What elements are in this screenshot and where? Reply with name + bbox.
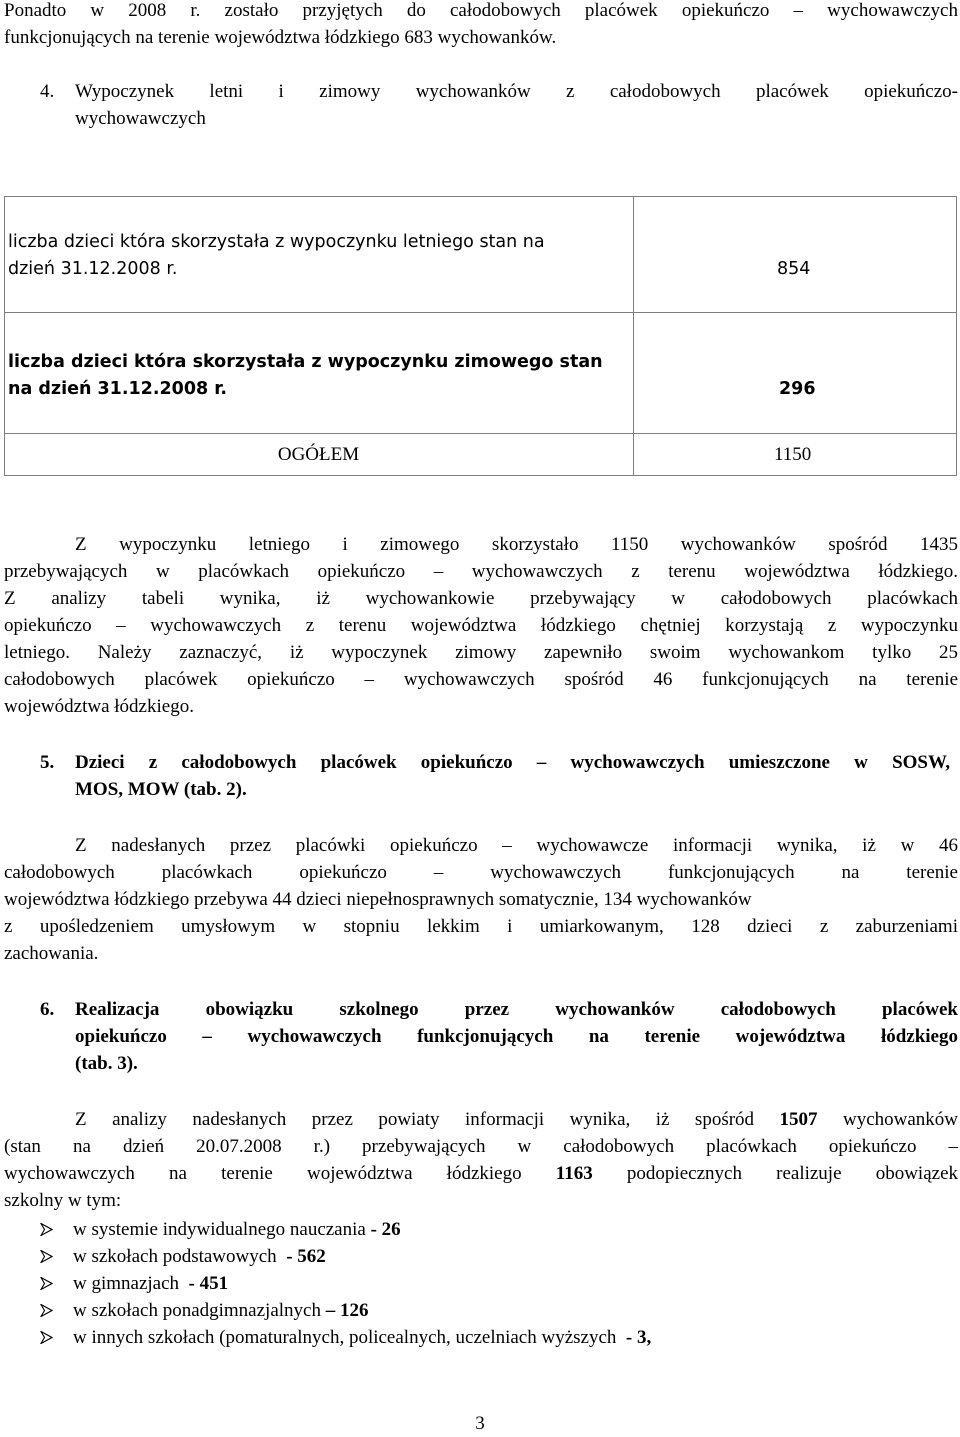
arrow-bullet-icon	[40, 1277, 53, 1290]
para-1-line: całodobowych placówek opiekuńczo – wychowawczych spośród 46 funkcjonujących na terenie	[4, 669, 958, 690]
para-1-line: Z analizy tabeli wynika, iż wychowankowie przebywający w całodobowych placówkach	[4, 588, 958, 609]
para-1-line: letniego. Należy zaznaczyć, iż wypoczynek zimowy zapewniło swoim wychowankom tylko 25	[4, 642, 958, 663]
section-4-number: 4.	[40, 81, 55, 102]
table-border-right	[956, 196, 957, 476]
section-4-title-line-2: wychowawczych	[75, 108, 206, 129]
table-row-divider	[4, 433, 957, 434]
section-5-title-line-2: MOS, MOW (tab. 2).	[75, 779, 247, 800]
table-total-label: OGÓŁEM	[277, 444, 360, 465]
section-6-title-line-1: Realizacja obowiązku szkolnego przez wychowanków całodobowych placówek	[75, 999, 958, 1020]
table-row-divider	[4, 312, 957, 313]
para-3-line: szkolny w tym:	[4, 1190, 122, 1211]
summer-winter-table	[4, 196, 957, 476]
list-item: w systemie indywidualnego nauczania - 26	[40, 1216, 651, 1243]
table-border-bottom	[4, 475, 957, 476]
para-2-line: zachowania.	[4, 943, 99, 964]
para-1-line: województwa łódzkiego.	[4, 696, 194, 717]
para-1-line: Z wypoczynku letniego i zimowego skorzystało 1150 wychowanków spośród 1435	[75, 534, 958, 555]
school-type-list	[40, 1216, 651, 1351]
section-6-number: 6.	[40, 999, 55, 1020]
list-item: w gimnazjach - 451	[40, 1270, 651, 1297]
arrow-bullet-icon	[40, 1304, 53, 1317]
para-3-line: wychowawczych na terenie województwa łódzkiego 1163 podopiecznych realizuje obowiązek	[4, 1163, 958, 1184]
para-3-line: Z analizy nadesłanych przez powiaty informacji wynika, iż spośród 1507 wychowanków	[75, 1109, 959, 1130]
arrow-bullet-icon	[40, 1250, 53, 1263]
section-6-title-line-2: opiekuńczo – wychowawczych funkcjonujących na terenie województwa łódzkiego	[75, 1026, 958, 1047]
table-row-value: 854	[777, 259, 811, 279]
list-item: w szkołach podstawowych - 562	[40, 1243, 651, 1270]
table-border-left	[4, 196, 5, 476]
arrow-bullet-icon	[40, 1223, 53, 1236]
para-2-line: całodobowych placówkach opiekuńczo – wychowawczych funkcjonujących na terenie	[4, 862, 958, 883]
page-number: 3	[475, 1413, 485, 1434]
list-item: w innych szkołach (pomaturalnych, policealnych, uczelniach wyższych - 3,	[40, 1324, 651, 1351]
section-6-title-line-3: (tab. 3).	[75, 1053, 138, 1074]
section-5-title-line-1: Dzieci z całodobowych placówek opiekuńczo – wychowawczych umieszczone w SOSW,	[75, 752, 950, 773]
table-column-divider	[633, 196, 634, 476]
para-1-line: opiekuńczo – wychowawczych z terenu województwa łódzkiego chętniej korzystają z wypoczynku	[4, 615, 958, 636]
section-4-title-line-1: Wypoczynek letni i zimowy wychowanków z całodobowych placówek opiekuńczo-	[75, 81, 958, 102]
table-border-top	[4, 196, 957, 197]
table-total-value: 1150	[774, 444, 812, 465]
para-2-line: z upośledzeniem umysłowym w stopniu lekkim i umiarkowanym, 128 dzieci z zaburzeniami	[4, 916, 958, 937]
intro-line-2: funkcjonujących na terenie województwa łódzkiego 683 wychowanków.	[4, 27, 557, 48]
para-2-line: województwa łódzkiego przebywa 44 dzieci niepełnosprawnych somatycznie, 134 wychowanków	[4, 889, 752, 910]
intro-line-1: Ponadto w 2008 r. zostało przyjętych do całodobowych placówek opiekuńczo – wychowawczych	[4, 0, 958, 21]
para-2-line: Z nadesłanych przez placówki opiekuńczo – wychowawcze informacji wynika, iż w 46	[75, 835, 958, 856]
table-row-value: 296	[779, 379, 816, 399]
para-1-line: przebywających w placówkach opiekuńczo – wychowawczych z terenu województwa łódzkiego.	[4, 561, 958, 582]
list-item: w szkołach ponadgimnazjalnych – 126	[40, 1297, 651, 1324]
table-row-label: liczba dzieci która skorzystała z wypoczynku letniego stan na dzień 31.12.2008 r.	[8, 232, 545, 279]
arrow-bullet-icon	[40, 1331, 53, 1344]
table-row-label: liczba dzieci która skorzystała z wypoczynku zimowego stan na dzień 31.12.2008 r.	[8, 352, 603, 399]
section-5-number: 5.	[40, 752, 55, 773]
para-3-line: (stan na dzień 20.07.2008 r.) przebywających w całodobowych placówkach opiekuńczo –	[4, 1136, 958, 1157]
